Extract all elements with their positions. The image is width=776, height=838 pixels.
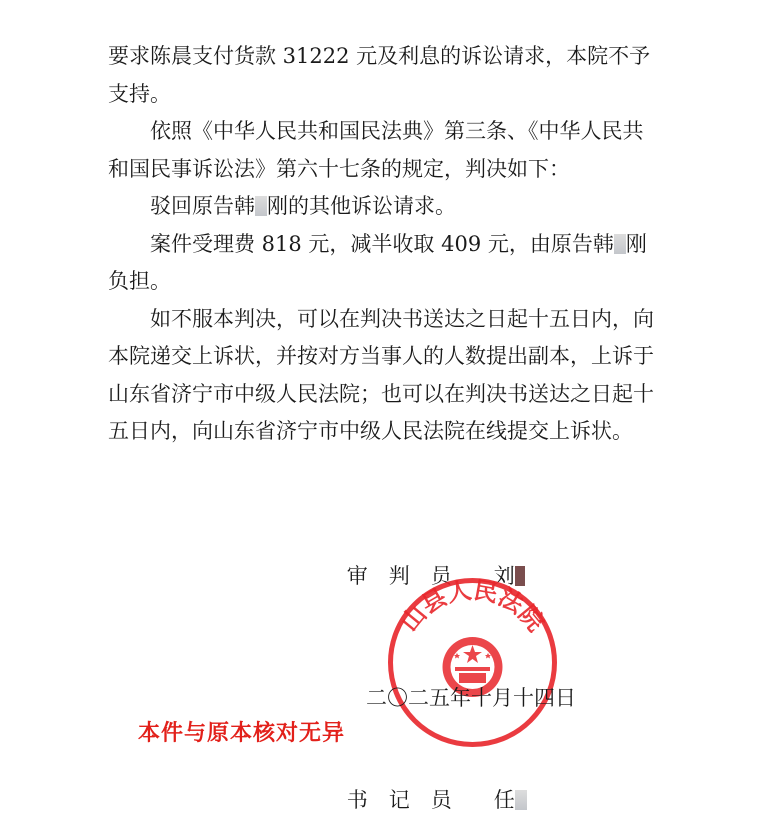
redaction-mark [255, 196, 267, 216]
paragraph-conclusion [108, 38, 660, 113]
judgment-body [108, 38, 660, 451]
verification-stamp: 本件与原本核对无异 [138, 721, 346, 746]
redaction-mark [614, 234, 626, 254]
paragraph-text-a: 案件受理费 818 元，减半收取 409 元，由原告韩 [150, 231, 614, 256]
svg-text:山县人民法院 [395, 576, 549, 637]
clerk-name: 任 [493, 788, 515, 812]
paragraph-text-b: 刚的其他诉讼请求。 [267, 194, 456, 218]
paragraph-text-b: 刚负担。 [108, 231, 647, 293]
judgment-date: 二〇二五年十月十四日 [366, 686, 576, 710]
judge-title: 审 判 员 [346, 564, 452, 588]
seal-text: 山县人民法院 [395, 576, 550, 637]
redaction-mark [515, 790, 527, 810]
paragraph-text: 依照《中华人民共和国民法典》第三条、《中华人民共和国民事诉讼法》第六十七条的规定，判决如下： [108, 119, 644, 181]
paragraph-fees [108, 226, 660, 301]
clerk-title: 书 记 员 [346, 788, 452, 812]
judge-name: 刘 [493, 564, 515, 588]
paragraph-dismissal [108, 188, 660, 226]
paragraph-text-a: 驳回原告韩 [150, 194, 255, 218]
clerk-signature-line [320, 760, 527, 838]
court-seal [385, 575, 560, 750]
paragraph-text: 如不服本判决，可以在判决书送达之日起十五日内，向本院递交上诉状，并按对方当事人的人数提出副本，上诉于山东省济宁市中级人民法院；也可以在判决书送达之日起十五日内，向山东省济宁市中级人民法院在线提交上诉状。 [108, 306, 654, 443]
paragraph-text: 要求陈晨支付货款 31222 元及利息的诉讼请求，本院不予支持。 [108, 44, 651, 106]
paragraph-legal-basis [108, 113, 660, 188]
paragraph-appeal [108, 301, 660, 451]
